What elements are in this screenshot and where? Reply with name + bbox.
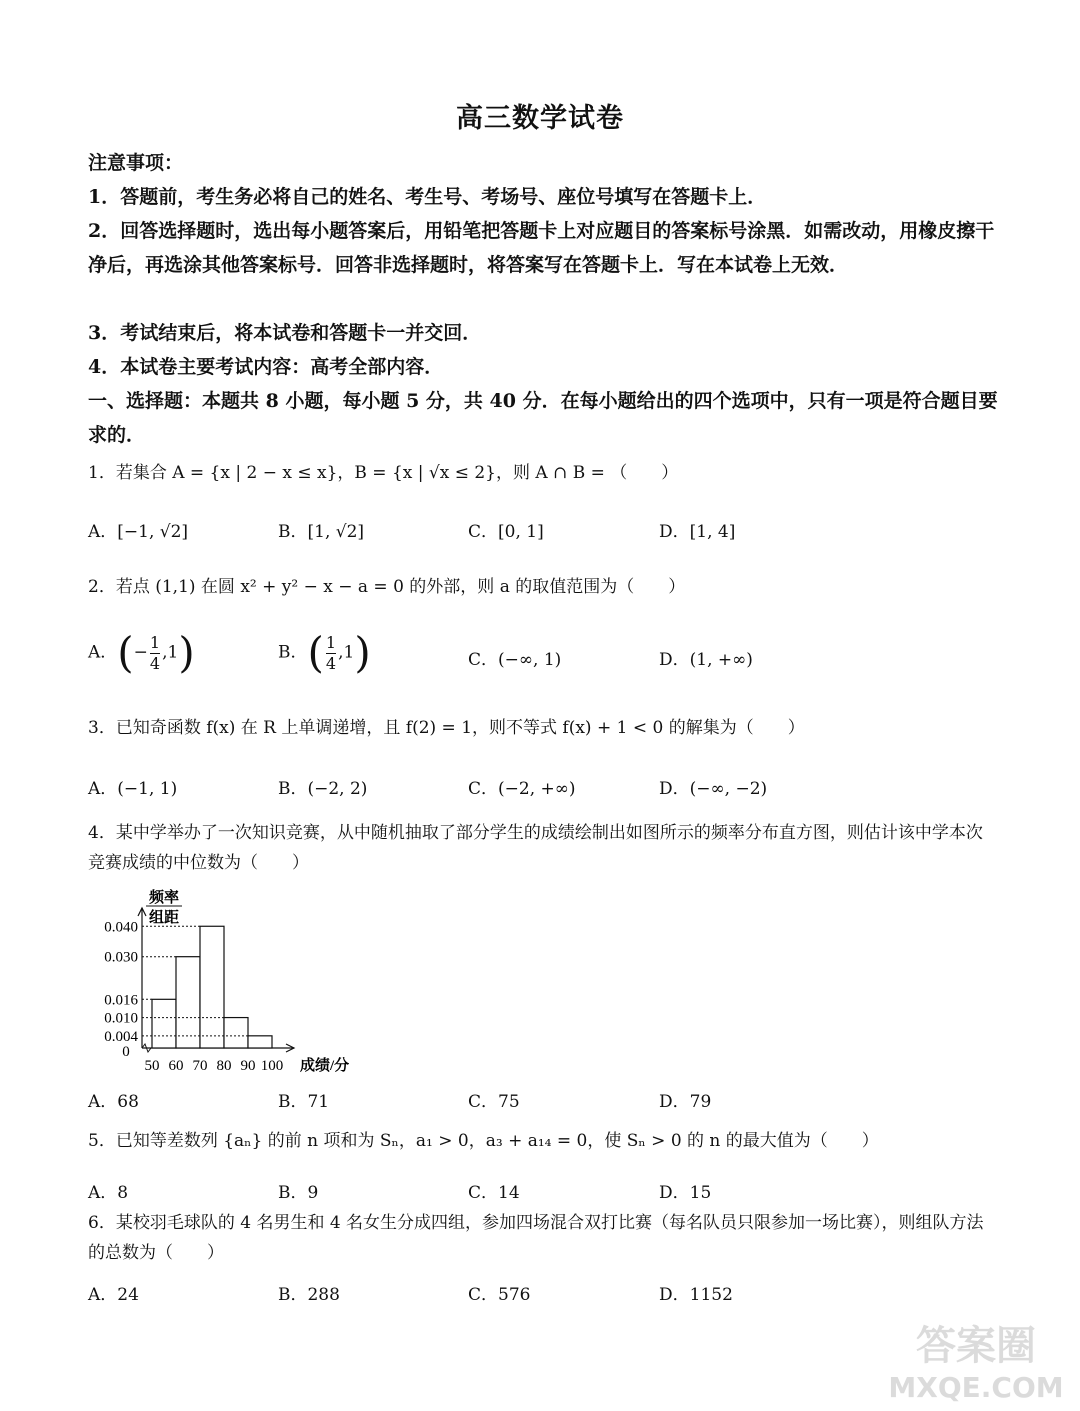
question-1-stem: 1．若集合 A = {x | 2 − x ≤ x}，B = {x | √x ≤ 2}，则 A ∩ B = （ ）: [88, 463, 679, 483]
q3-option-a: A．(−1, 1): [88, 779, 178, 799]
x-tick-label: 90: [240, 1058, 256, 1074]
x-tick-label: 100: [260, 1058, 284, 1074]
q3-option-c: C．(−2, +∞): [468, 779, 576, 799]
q5-option-c: C．14: [468, 1183, 520, 1203]
q1-option-b: B．[1, √2]: [278, 522, 365, 542]
question-3-stem: 3．已知奇函数 f(x) 在 R 上单调递增，且 f(2) = 1，则不等式 f(x) + 1 < 0 的解集为（ ）: [88, 718, 805, 738]
histogram-bar: [176, 957, 200, 1048]
question-2-stem: 2．若点 (1,1) 在圆 x² + y² − x − a = 0 的外部，则 a 的取值范围为（ ）: [88, 577, 686, 597]
q4-option-a: A．68: [88, 1092, 139, 1112]
watermark-line-2: MXQE.COM: [888, 1371, 1064, 1404]
note-item-2: 2．回答选择题时，选出每小题答案后，用铅笔把答题卡上对应题目的答案标号涂黑．如需改动，用橡皮擦干净后，再选涂其他答案标号．回答非选择题时，将答案写在答题卡上．写在本试卷上无效．: [88, 220, 995, 276]
notes-heading: 注意事项：: [88, 152, 184, 174]
q6-option-d: D．1152: [659, 1285, 733, 1305]
note-item-4: 4．本试卷主要考试内容：高考全部内容．: [88, 356, 444, 378]
q4-option-d: D．79: [659, 1092, 712, 1112]
histogram-bar: [200, 926, 224, 1048]
q4-option-b: B．71: [278, 1092, 330, 1112]
x-tick-label: 50: [144, 1058, 160, 1074]
y-tick-label: 0.016: [104, 992, 138, 1009]
q2-option-c: C．(−∞, 1): [468, 650, 562, 670]
histogram-bar: [248, 1036, 272, 1048]
fraction: $\frac{1}{4}$: [325, 632, 337, 673]
x-tick-label: 70: [192, 1058, 208, 1074]
watermark-line-1: 答案圈: [916, 1323, 1036, 1369]
q1-option-c: C．[0, 1]: [468, 522, 544, 542]
x-axis-label: 成绩/分: [300, 1058, 350, 1074]
section-heading: 一、选择题：本题共 8 小题，每小题 5 分，共 40 分．在每小题给出的四个选项中，只有一项是符合题目要求的．: [88, 390, 998, 446]
watermark-logo: [886, 1313, 1066, 1405]
q6-option-a: A．24: [88, 1285, 139, 1305]
y-label-top: 频率: [148, 890, 180, 906]
q2-option-b: B．( $\frac{1}{4}$ ,1): [278, 628, 371, 677]
q6-option-c: C．576: [468, 1285, 531, 1305]
question-6-stem: 6．某校羽毛球队的 4 名男生和 4 名女生分成四组，参加四场混合双打比赛（每名队员只限参加一场比赛），则组队方法的总数为（ ）: [88, 1213, 984, 1263]
question-4-stem: 4．某中学举办了一次知识竞赛，从中随机抽取了部分学生的成绩绘制出如图所示的频率分布直方图，则估计该中学本次竞赛成绩的中位数为（ ）: [88, 823, 983, 873]
x-tick-label: 80: [216, 1058, 232, 1074]
q2-option-d: D．(1, +∞): [659, 650, 753, 670]
q5-option-a: A．8: [88, 1183, 129, 1203]
q1-option-a: A．[−1, √2]: [88, 522, 189, 542]
x-tick-label: 60: [168, 1058, 184, 1074]
q2-option-a: A．(− $\frac{1}{4}$ ,1): [88, 628, 195, 677]
q3-option-b: B．(−2, 2): [278, 779, 368, 799]
note-item-3: 3．考试结束后，将本试卷和答题卡一并交回．: [88, 322, 482, 344]
histogram-bar: [224, 1018, 248, 1048]
histogram-bar: [152, 999, 176, 1048]
y-tick-label: 0.004: [104, 1028, 138, 1045]
q1-option-d: D．[1, 4]: [659, 522, 736, 542]
y-label-bottom: 组距: [148, 910, 180, 926]
page-title: 高三数学试卷: [456, 103, 624, 134]
histogram: [84, 886, 374, 1076]
q5-option-b: B．9: [278, 1183, 319, 1203]
q6-option-b: B．288: [278, 1285, 340, 1305]
fraction: $\frac{1}{4}$: [149, 632, 161, 673]
q3-option-d: D．(−∞, −2): [659, 779, 768, 799]
note-item-1: 1．答题前，考生务必将自己的姓名、考生号、考场号、座位号填写在答题卡上．: [88, 186, 767, 208]
y-tick-label: 0.040: [104, 919, 138, 936]
origin-label: 0: [122, 1044, 130, 1060]
y-tick-label: 0.030: [104, 949, 138, 966]
y-tick-label: 0.010: [104, 1010, 138, 1027]
q4-option-c: C．75: [468, 1092, 520, 1112]
question-5-stem: 5．已知等差数列 {aₙ} 的前 n 项和为 Sₙ，a₁ > 0，a₃ + a₁₄ = 0，使 Sₙ > 0 的 n 的最大值为（ ）: [88, 1131, 879, 1151]
q5-option-d: D．15: [659, 1183, 712, 1203]
